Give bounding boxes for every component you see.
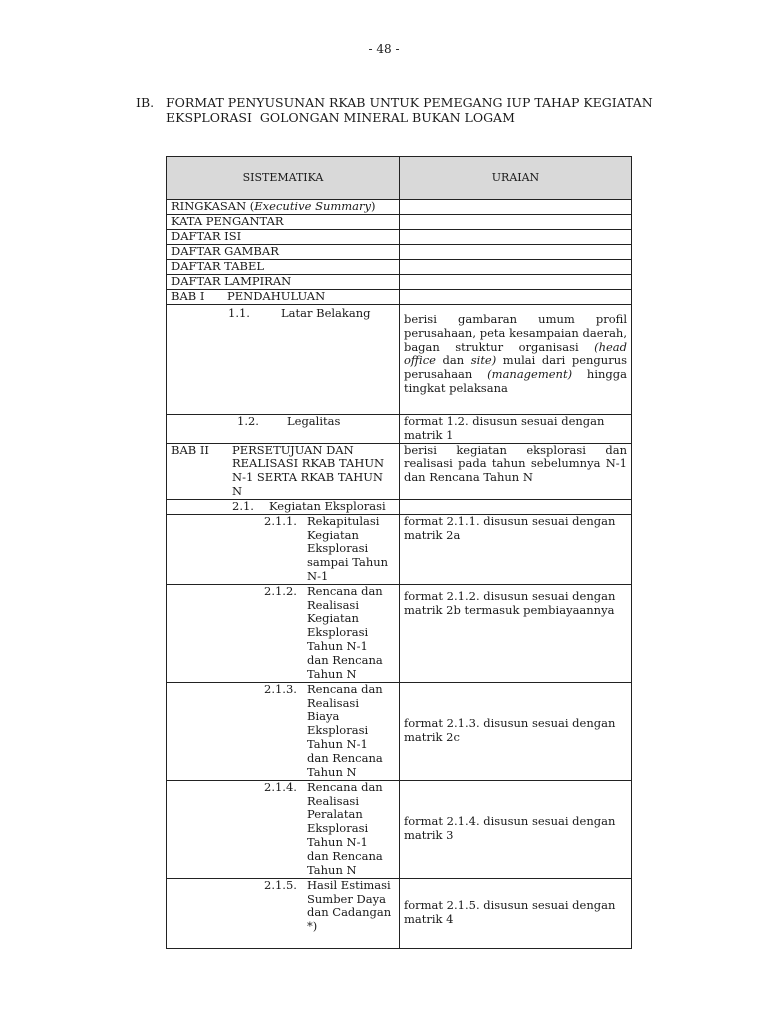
section-title-line-2: EKSPLORASI GOLONGAN MINERAL BUKAN LOGAM: [166, 110, 515, 125]
row-label: DAFTAR ISI: [167, 230, 400, 245]
table-row-2-1-2: [167, 584, 632, 682]
bab-2-cell: [167, 443, 400, 499]
desc-italic-head-office: (head office: [403, 339, 628, 368]
table-row-2-1-5: [167, 878, 632, 948]
item-title: Kegiatan Eksplorasi: [269, 498, 386, 513]
bab-code: BAB II: [171, 442, 209, 457]
section-label: IB.: [136, 95, 155, 110]
item-2-1-5-desc: format 2.1.5. disusun sesuai dengan matrik 4: [399, 878, 631, 948]
item-title: Rencana dan Realisasi Kegiatan Eksplorasi Tahun N-1 dan Rencana Tahun N: [307, 583, 383, 681]
desc-italic-site: site): [470, 353, 497, 368]
item-title: Rencana dan Realisasi Peralatan Eksplorasi Tahun N-1 dan Rencana Tahun N: [307, 779, 383, 877]
bab-2-desc: berisi kegiatan eksplorasi dan realisasi pada tahun sebelumnya N-1 dan Rencana Tahun N: [399, 443, 631, 499]
desc-text-end: hingga tingkat pelaksana: [403, 367, 627, 395]
item-1-1-desc: [399, 305, 631, 415]
bab-1-cell: [167, 290, 400, 305]
item-title: Hasil Estimasi Sumber Daya dan Cadangan *): [307, 877, 392, 934]
item-code: 2.1.3.: [264, 681, 297, 696]
desc-text: berisi gambaran umum profil perusahaan, peta kesampaian daerah, bagan struktur organisasi: [403, 312, 627, 354]
item-code: 2.1.5.: [264, 877, 297, 892]
item-2-1-2-desc: format 2.1.2. disusun sesuai dengan matrik 2b termasuk pembiayaannya: [399, 584, 631, 682]
row-desc: [399, 290, 631, 305]
bab-code: BAB I: [171, 289, 205, 303]
row-label: DAFTAR TABEL: [167, 260, 400, 275]
item-2-1-3-desc: format 2.1.3. disusun sesuai dengan matrik 2c: [399, 682, 631, 780]
row-label: DAFTAR LAMPIRAN: [167, 275, 400, 290]
item-2-1-2-cell: [167, 584, 400, 682]
table-row: [167, 215, 632, 230]
bab-title: PERSETUJUAN DAN REALISASI RKAB TAHUN N-1 SERTA RKAB TAHUN N: [232, 442, 385, 498]
row-desc: [399, 200, 631, 215]
row-desc: [399, 245, 631, 260]
item-2-1-4-desc: format 2.1.4. disusun sesuai dengan matrik 3: [399, 780, 631, 878]
item-1-2-desc: format 1.2. disusun sesuai dengan matrik 1: [399, 415, 631, 444]
desc-text-mid: mulai dari pengurus perusahaan: [403, 353, 628, 382]
table-row: [167, 200, 632, 215]
section-title-line-1: FORMAT PENYUSUNAN RKAB UNTUK PEMEGANG IUP TAHAP KEGIATAN: [166, 95, 653, 110]
table-row-2-1-1: [167, 514, 632, 584]
row-desc: [399, 260, 631, 275]
header-sistematika: SISTEMATIKA: [167, 157, 400, 200]
item-1-2-cell: [167, 415, 400, 444]
table-row-bab-1: [167, 290, 632, 305]
item-2-1-1-cell: [167, 514, 400, 584]
item-code: 2.1.2.: [264, 583, 297, 598]
item-title: Rekapitulasi Kegiatan Eksplorasi sampai Tahun N-1: [307, 513, 389, 583]
item-title: Rencana dan Realisasi Biaya Eksplorasi Tahun N-1 dan Rencana Tahun N: [307, 681, 383, 779]
table-row-2-1-3: [167, 682, 632, 780]
table-row: [167, 245, 632, 260]
bab-title: PENDAHULUAN: [227, 289, 326, 303]
row-label: DAFTAR GAMBAR: [167, 245, 400, 260]
item-2-1-cell: [167, 499, 400, 514]
table-row: [167, 275, 632, 290]
item-title: Legalitas: [287, 414, 341, 428]
item-code: 1.2.: [237, 414, 259, 428]
table-row-1-2: [167, 415, 632, 444]
item-2-1-4-cell: [167, 780, 400, 878]
item-code: 2.1.: [232, 498, 254, 513]
rkab-format-table: [166, 156, 632, 949]
table-header-row: [167, 157, 632, 200]
row-label-italic: Executive Summary: [254, 199, 372, 213]
item-1-1-cell: [167, 305, 400, 415]
item-code: 2.1.1.: [264, 513, 297, 528]
table-row: [167, 260, 632, 275]
desc-italic-management: (management): [487, 367, 573, 382]
table-row-2-1: [167, 499, 632, 514]
page-number: - 48 -: [368, 42, 400, 56]
item-2-1-3-cell: [167, 682, 400, 780]
section-heading: [136, 95, 656, 125]
table-row: [167, 230, 632, 245]
table-row-bab-2: [167, 443, 632, 499]
table-row-2-1-4: [167, 780, 632, 878]
row-label: KATA PENGANTAR: [167, 215, 400, 230]
row-desc: [399, 275, 631, 290]
item-code: 2.1.4.: [264, 779, 297, 794]
item-2-1-1-desc: format 2.1.1. disusun sesuai dengan matrik 2a: [399, 514, 631, 584]
row-label-after: ): [371, 199, 376, 213]
header-uraian: URAIAN: [399, 157, 631, 200]
item-2-1-5-cell: [167, 878, 400, 948]
table-row-1-1: [167, 305, 632, 415]
row-label: [167, 200, 400, 215]
row-desc: [399, 215, 631, 230]
item-title: Latar Belakang: [281, 306, 371, 320]
desc-text-and: dan: [435, 353, 471, 368]
row-desc: [399, 499, 631, 514]
row-desc: [399, 230, 631, 245]
item-code: 1.1.: [228, 306, 250, 320]
row-label-text: RINGKASAN (: [171, 199, 255, 213]
